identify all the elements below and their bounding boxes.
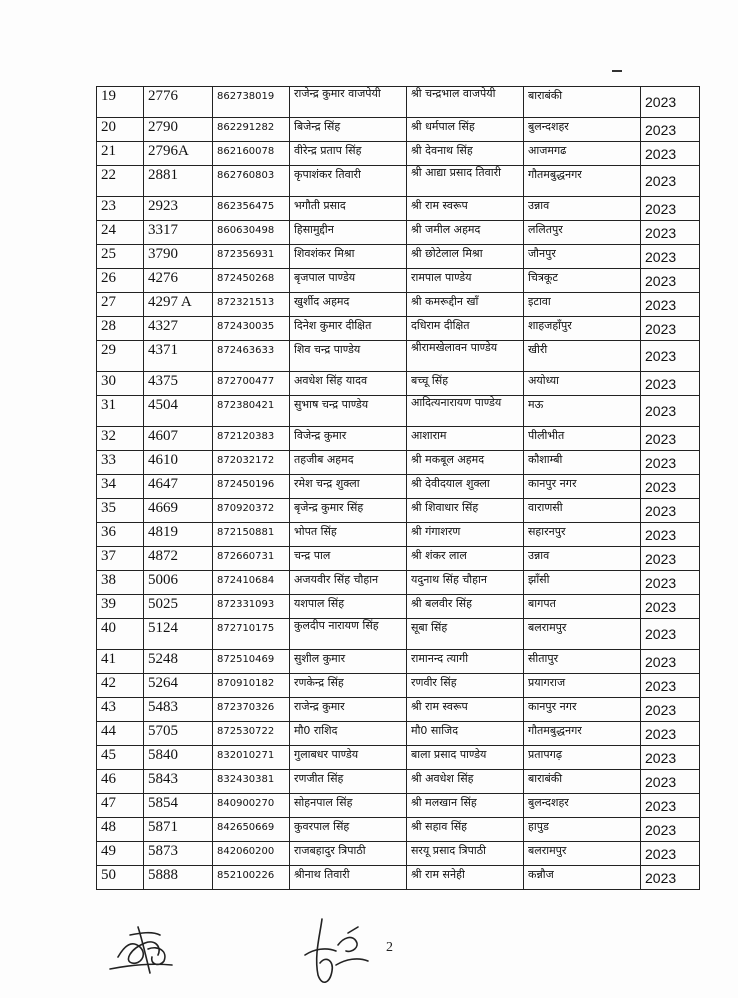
district-cell: प्रयागराज xyxy=(524,674,641,698)
pf-number-cell xyxy=(213,746,290,770)
father-name-cell: श्री छोटेलाल मिश्रा xyxy=(407,245,524,269)
registration-number-cell: 5705 xyxy=(144,722,213,746)
serial-number-cell: 29 xyxy=(97,341,144,372)
name-cell: शिवशंकर मिश्रा xyxy=(290,245,407,269)
registration-number-cell: 4276 xyxy=(144,269,213,293)
table-row xyxy=(97,595,700,619)
serial-number-cell: 44 xyxy=(97,722,144,746)
pf-number-cell xyxy=(213,396,290,427)
pf-number-cell xyxy=(213,818,290,842)
table-row xyxy=(97,245,700,269)
pf-number-cell xyxy=(213,842,290,866)
father-name-cell: रणवीर सिंह xyxy=(407,674,524,698)
name-cell: सोहनपाल सिंह xyxy=(290,794,407,818)
pf-number-cell xyxy=(213,547,290,571)
table-row xyxy=(97,499,700,523)
pf-number-text: 872120383 xyxy=(217,431,275,442)
table-row xyxy=(97,842,700,866)
father-name-cell: श्री जमील अहमद xyxy=(407,221,524,245)
pf-number-text: 872356931 xyxy=(217,249,275,260)
name-cell: राजेन्द्र कुमार वाजपेयी xyxy=(290,87,407,118)
father-name-cell: श्री आद्या प्रसाद तिवारी xyxy=(407,166,524,197)
father-name-cell: श्री राम स्वरूप xyxy=(407,698,524,722)
pf-number-cell xyxy=(213,866,290,890)
serial-number-cell: 22 xyxy=(97,166,144,197)
name-cell: रणजीत सिंह xyxy=(290,770,407,794)
page-mark xyxy=(612,70,622,72)
name-cell: सुशील कुमार xyxy=(290,650,407,674)
registration-number-cell: 4872 xyxy=(144,547,213,571)
father-name-cell: बच्चू सिंह xyxy=(407,372,524,396)
pf-number-cell xyxy=(213,595,290,619)
name-cell: बिजेन्द्र सिंह xyxy=(290,118,407,142)
registration-number-cell: 4297 A xyxy=(144,293,213,317)
name-cell: तहजीब अहमद xyxy=(290,451,407,475)
name-cell: रमेश चन्द्र शुक्ला xyxy=(290,475,407,499)
registration-number-cell: 5483 xyxy=(144,698,213,722)
year-cell: 2023 xyxy=(641,770,700,794)
father-name-cell: श्री राम सनेही xyxy=(407,866,524,890)
year-cell: 2023 xyxy=(641,571,700,595)
district-cell: अयोध्या xyxy=(524,372,641,396)
district-cell: बाराबंकी xyxy=(524,87,641,118)
year-cell: 2023 xyxy=(641,427,700,451)
year-cell: 2023 xyxy=(641,499,700,523)
pf-number-text: 872463633 xyxy=(217,345,275,356)
year-cell: 2023 xyxy=(641,87,700,118)
district-cell: बाराबंकी xyxy=(524,770,641,794)
page-number: 2 xyxy=(386,940,393,955)
serial-number-cell: 42 xyxy=(97,674,144,698)
registration-number-cell: 5124 xyxy=(144,619,213,650)
registration-number-cell: 5888 xyxy=(144,866,213,890)
pf-number-cell xyxy=(213,499,290,523)
serial-number-cell: 45 xyxy=(97,746,144,770)
pf-number-cell xyxy=(213,794,290,818)
serial-number-cell: 32 xyxy=(97,427,144,451)
year-cell: 2023 xyxy=(641,166,700,197)
district-cell: झॉंसी xyxy=(524,571,641,595)
registration-number-cell: 2776 xyxy=(144,87,213,118)
district-cell: बुलन्दशहर xyxy=(524,118,641,142)
district-cell: आजमगढ xyxy=(524,142,641,166)
district-cell: सीतापुर xyxy=(524,650,641,674)
pf-number-text: 872430035 xyxy=(217,321,275,332)
serial-number-cell: 46 xyxy=(97,770,144,794)
district-cell: शाहजहॉंपुर xyxy=(524,317,641,341)
pf-number-cell xyxy=(213,571,290,595)
district-cell: सहारनपुर xyxy=(524,523,641,547)
register-table xyxy=(96,86,700,890)
pf-number-cell xyxy=(213,341,290,372)
year-cell: 2023 xyxy=(641,595,700,619)
registration-number-cell: 5248 xyxy=(144,650,213,674)
registration-number-cell: 4669 xyxy=(144,499,213,523)
year-cell: 2023 xyxy=(641,475,700,499)
pf-number-cell xyxy=(213,245,290,269)
pf-number-text: 872032172 xyxy=(217,455,275,466)
district-cell: उन्नाव xyxy=(524,197,641,221)
pf-number-text: 872380421 xyxy=(217,400,275,411)
year-cell: 2023 xyxy=(641,118,700,142)
pf-number-text: 872370326 xyxy=(217,702,275,713)
pf-number-cell xyxy=(213,221,290,245)
father-name-cell: श्री शिवाधार सिंह xyxy=(407,499,524,523)
father-name-cell: दधिराम दीक्षित xyxy=(407,317,524,341)
serial-number-cell: 36 xyxy=(97,523,144,547)
serial-number-cell: 31 xyxy=(97,396,144,427)
pf-number-cell xyxy=(213,523,290,547)
registration-number-cell: 3790 xyxy=(144,245,213,269)
pf-number-text: 832010271 xyxy=(217,750,275,761)
table-row xyxy=(97,269,700,293)
table-row xyxy=(97,650,700,674)
registration-number-cell: 5873 xyxy=(144,842,213,866)
year-cell: 2023 xyxy=(641,619,700,650)
father-name-cell: श्री गंगाशरण xyxy=(407,523,524,547)
year-cell: 2023 xyxy=(641,698,700,722)
name-cell: मौ0 राशिद xyxy=(290,722,407,746)
name-cell: खुर्शीद अहमद xyxy=(290,293,407,317)
name-cell: कृपाशंकर तिवारी xyxy=(290,166,407,197)
registration-number-cell: 5264 xyxy=(144,674,213,698)
pf-number-cell xyxy=(213,166,290,197)
year-cell: 2023 xyxy=(641,523,700,547)
name-cell: गुलाबधर पाण्डेय xyxy=(290,746,407,770)
father-name-cell: श्री मकबूल अहमद xyxy=(407,451,524,475)
name-cell: सुभाष चन्द्र पाण्डेय xyxy=(290,396,407,427)
father-name-cell: श्री अवधेश सिंह xyxy=(407,770,524,794)
district-cell: बलरामपुर xyxy=(524,842,641,866)
table-row xyxy=(97,674,700,698)
district-cell: चित्रकूट xyxy=(524,269,641,293)
table-row xyxy=(97,794,700,818)
pf-number-text: 872530722 xyxy=(217,726,275,737)
father-name-cell: श्री बलवीर सिंह xyxy=(407,595,524,619)
district-cell: प्रतापगढ़ xyxy=(524,746,641,770)
name-cell: कुवरपाल सिंह xyxy=(290,818,407,842)
table-row xyxy=(97,341,700,372)
father-name-cell: आशाराम xyxy=(407,427,524,451)
table-row xyxy=(97,547,700,571)
registration-number-cell: 4819 xyxy=(144,523,213,547)
name-cell: राजबहादुर त्रिपाठी xyxy=(290,842,407,866)
serial-number-cell: 30 xyxy=(97,372,144,396)
table-row xyxy=(97,818,700,842)
table-row xyxy=(97,619,700,650)
pf-number-cell xyxy=(213,770,290,794)
father-name-cell: श्री राम स्वरूप xyxy=(407,197,524,221)
serial-number-cell: 33 xyxy=(97,451,144,475)
pf-number-cell xyxy=(213,451,290,475)
registration-number-cell: 5854 xyxy=(144,794,213,818)
name-cell: कुलदीप नारायण सिंह xyxy=(290,619,407,650)
name-cell: बृजेन्द्र कुमार सिंह xyxy=(290,499,407,523)
table-row xyxy=(97,166,700,197)
table-row xyxy=(97,571,700,595)
father-name-cell: श्री देवनाथ सिंह xyxy=(407,142,524,166)
year-cell: 2023 xyxy=(641,221,700,245)
father-name-cell: रामपाल पाण्डेय xyxy=(407,269,524,293)
district-cell: गौतमबुद्धनगर xyxy=(524,166,641,197)
district-cell: पीलीभीत xyxy=(524,427,641,451)
name-cell: दिनेश कुमार दीक्षित xyxy=(290,317,407,341)
serial-number-cell: 40 xyxy=(97,619,144,650)
district-cell: कानपुर नगर xyxy=(524,698,641,722)
year-cell: 2023 xyxy=(641,197,700,221)
name-cell: राजेन्द्र कुमार xyxy=(290,698,407,722)
father-name-cell: श्री कमरूद्दीन खॉं xyxy=(407,293,524,317)
table-row xyxy=(97,317,700,341)
year-cell: 2023 xyxy=(641,396,700,427)
serial-number-cell: 37 xyxy=(97,547,144,571)
district-cell: कानपुर नगर xyxy=(524,475,641,499)
serial-number-cell: 20 xyxy=(97,118,144,142)
pf-number-text: 852100226 xyxy=(217,870,275,881)
year-cell: 2023 xyxy=(641,722,700,746)
pf-number-cell xyxy=(213,619,290,650)
district-cell: हापुड xyxy=(524,818,641,842)
registration-number-cell: 2923 xyxy=(144,197,213,221)
name-cell: हिसामुद्दीन xyxy=(290,221,407,245)
year-cell: 2023 xyxy=(641,842,700,866)
pf-number-text: 862760803 xyxy=(217,170,275,181)
pf-number-text: 872710175 xyxy=(217,623,275,634)
serial-number-cell: 39 xyxy=(97,595,144,619)
year-cell: 2023 xyxy=(641,142,700,166)
name-cell: चन्द्र पाल xyxy=(290,547,407,571)
registration-number-cell: 4610 xyxy=(144,451,213,475)
registration-number-cell: 5006 xyxy=(144,571,213,595)
district-cell: कौशाम्बी xyxy=(524,451,641,475)
pf-number-cell xyxy=(213,650,290,674)
pf-number-text: 872450196 xyxy=(217,479,275,490)
pf-number-text: 872700477 xyxy=(217,376,275,387)
serial-number-cell: 47 xyxy=(97,794,144,818)
registration-number-cell: 4504 xyxy=(144,396,213,427)
pf-number-text: 862738019 xyxy=(217,91,275,102)
year-cell: 2023 xyxy=(641,245,700,269)
pf-number-text: 860630498 xyxy=(217,225,275,236)
year-cell: 2023 xyxy=(641,269,700,293)
year-cell: 2023 xyxy=(641,674,700,698)
district-cell: ललितपुर xyxy=(524,221,641,245)
pf-number-text: 842650669 xyxy=(217,822,275,833)
name-cell: भगौती प्रसाद xyxy=(290,197,407,221)
father-name-cell: श्रीरामखेलावन पाण्डेय xyxy=(407,341,524,372)
year-cell: 2023 xyxy=(641,818,700,842)
table-row xyxy=(97,118,700,142)
name-cell: भोपत सिंह xyxy=(290,523,407,547)
year-cell: 2023 xyxy=(641,451,700,475)
serial-number-cell: 25 xyxy=(97,245,144,269)
name-cell: विजेन्द्र कुमार xyxy=(290,427,407,451)
year-cell: 2023 xyxy=(641,547,700,571)
father-name-cell: श्री चन्द्रभाल वाजपेयी xyxy=(407,87,524,118)
district-cell: बुलन्दशहर xyxy=(524,794,641,818)
year-cell: 2023 xyxy=(641,866,700,890)
serial-number-cell: 43 xyxy=(97,698,144,722)
register-table-body xyxy=(97,87,700,890)
pf-number-cell xyxy=(213,269,290,293)
serial-number-cell: 38 xyxy=(97,571,144,595)
name-cell: रणकेन्द्र सिंह xyxy=(290,674,407,698)
father-name-cell: सूबा सिंह xyxy=(407,619,524,650)
district-cell: खीरी xyxy=(524,341,641,372)
pf-number-cell xyxy=(213,698,290,722)
serial-number-cell: 28 xyxy=(97,317,144,341)
pf-number-text: 832430381 xyxy=(217,774,275,785)
registration-number-cell: 5871 xyxy=(144,818,213,842)
father-name-cell: यदुनाथ सिंह चौहान xyxy=(407,571,524,595)
name-cell: अजयवीर सिंह चौहान xyxy=(290,571,407,595)
signature-right xyxy=(305,919,368,982)
signature-left xyxy=(110,927,172,973)
year-cell: 2023 xyxy=(641,317,700,341)
pf-number-text: 862291282 xyxy=(217,122,275,133)
name-cell: श्रीनाथ तिवारी xyxy=(290,866,407,890)
pf-number-cell xyxy=(213,674,290,698)
registration-number-cell: 3317 xyxy=(144,221,213,245)
district-cell: मऊ xyxy=(524,396,641,427)
registration-number-cell: 4647 xyxy=(144,475,213,499)
district-cell: कन्नौज xyxy=(524,866,641,890)
pf-number-text: 872321513 xyxy=(217,297,275,308)
pf-number-text: 840900270 xyxy=(217,798,275,809)
father-name-cell: श्री मलखान सिंह xyxy=(407,794,524,818)
registration-number-cell: 5843 xyxy=(144,770,213,794)
district-cell: उन्नाव xyxy=(524,547,641,571)
table-row xyxy=(97,87,700,118)
pf-number-cell xyxy=(213,317,290,341)
pf-number-text: 872410684 xyxy=(217,575,275,586)
table-row xyxy=(97,427,700,451)
father-name-cell: श्री शंकर लाल xyxy=(407,547,524,571)
name-cell: वीरेन्द्र प्रताप सिंह xyxy=(290,142,407,166)
serial-number-cell: 27 xyxy=(97,293,144,317)
pf-number-text: 862356475 xyxy=(217,201,275,212)
district-cell: जौनपुर xyxy=(524,245,641,269)
year-cell: 2023 xyxy=(641,341,700,372)
serial-number-cell: 24 xyxy=(97,221,144,245)
table-row xyxy=(97,698,700,722)
father-name-cell: मौ0 साजिद xyxy=(407,722,524,746)
table-row xyxy=(97,866,700,890)
registration-number-cell: 2881 xyxy=(144,166,213,197)
registration-number-cell: 4375 xyxy=(144,372,213,396)
district-cell: वाराणसी xyxy=(524,499,641,523)
pf-number-text: 872660731 xyxy=(217,551,275,562)
name-cell: शिव चन्द्र पाण्डेय xyxy=(290,341,407,372)
table-row xyxy=(97,523,700,547)
father-name-cell: रामानन्द त्यागी xyxy=(407,650,524,674)
serial-number-cell: 21 xyxy=(97,142,144,166)
serial-number-cell: 49 xyxy=(97,842,144,866)
serial-number-cell: 26 xyxy=(97,269,144,293)
table-row xyxy=(97,293,700,317)
year-cell: 2023 xyxy=(641,293,700,317)
serial-number-cell: 35 xyxy=(97,499,144,523)
pf-number-text: 862160078 xyxy=(217,146,275,157)
table-row xyxy=(97,197,700,221)
year-cell: 2023 xyxy=(641,372,700,396)
table-row xyxy=(97,372,700,396)
pf-number-text: 872331093 xyxy=(217,599,275,610)
table-row xyxy=(97,746,700,770)
serial-number-cell: 48 xyxy=(97,818,144,842)
serial-number-cell: 23 xyxy=(97,197,144,221)
district-cell: बलरामपुर xyxy=(524,619,641,650)
name-cell: अवधेश सिंह यादव xyxy=(290,372,407,396)
father-name-cell: श्री सहाव सिंह xyxy=(407,818,524,842)
pf-number-text: 872510469 xyxy=(217,654,275,665)
pf-number-cell xyxy=(213,118,290,142)
pf-number-cell xyxy=(213,293,290,317)
registration-number-cell: 5025 xyxy=(144,595,213,619)
registration-number-cell: 2796A xyxy=(144,142,213,166)
registration-number-cell: 4607 xyxy=(144,427,213,451)
registration-number-cell: 2790 xyxy=(144,118,213,142)
pf-number-cell xyxy=(213,142,290,166)
pf-number-cell xyxy=(213,427,290,451)
signatures xyxy=(100,905,420,995)
registration-number-cell: 4371 xyxy=(144,341,213,372)
serial-number-cell: 41 xyxy=(97,650,144,674)
registration-number-cell: 5840 xyxy=(144,746,213,770)
table-row xyxy=(97,396,700,427)
district-cell: बागपत xyxy=(524,595,641,619)
serial-number-cell: 34 xyxy=(97,475,144,499)
pf-number-cell xyxy=(213,475,290,499)
year-cell: 2023 xyxy=(641,650,700,674)
district-cell: इटावा xyxy=(524,293,641,317)
table-row xyxy=(97,142,700,166)
father-name-cell: बाला प्रसाद पाण्डेय xyxy=(407,746,524,770)
pf-number-text: 870910182 xyxy=(217,678,275,689)
pf-number-cell xyxy=(213,722,290,746)
pf-number-text: 872150881 xyxy=(217,527,275,538)
pf-number-text: 872450268 xyxy=(217,273,275,284)
pf-number-cell xyxy=(213,87,290,118)
district-cell: गौतमबुद्धनगर xyxy=(524,722,641,746)
year-cell: 2023 xyxy=(641,794,700,818)
table-row xyxy=(97,451,700,475)
pf-number-cell xyxy=(213,197,290,221)
father-name-cell: सरयू प्रसाद त्रिपाठी xyxy=(407,842,524,866)
pf-number-text: 870920372 xyxy=(217,503,275,514)
father-name-cell: श्री धर्मपाल सिंह xyxy=(407,118,524,142)
serial-number-cell: 19 xyxy=(97,87,144,118)
pf-number-cell xyxy=(213,372,290,396)
serial-number-cell: 50 xyxy=(97,866,144,890)
table-row xyxy=(97,221,700,245)
pf-number-text: 842060200 xyxy=(217,846,275,857)
table-row xyxy=(97,722,700,746)
table-row xyxy=(97,475,700,499)
father-name-cell: श्री देवीदयाल शुक्ला xyxy=(407,475,524,499)
name-cell: यशपाल सिंह xyxy=(290,595,407,619)
year-cell: 2023 xyxy=(641,746,700,770)
name-cell: बृजपाल पाण्डेय xyxy=(290,269,407,293)
registration-number-cell: 4327 xyxy=(144,317,213,341)
father-name-cell: आदित्यनारायण पाण्डेय xyxy=(407,396,524,427)
table-row xyxy=(97,770,700,794)
